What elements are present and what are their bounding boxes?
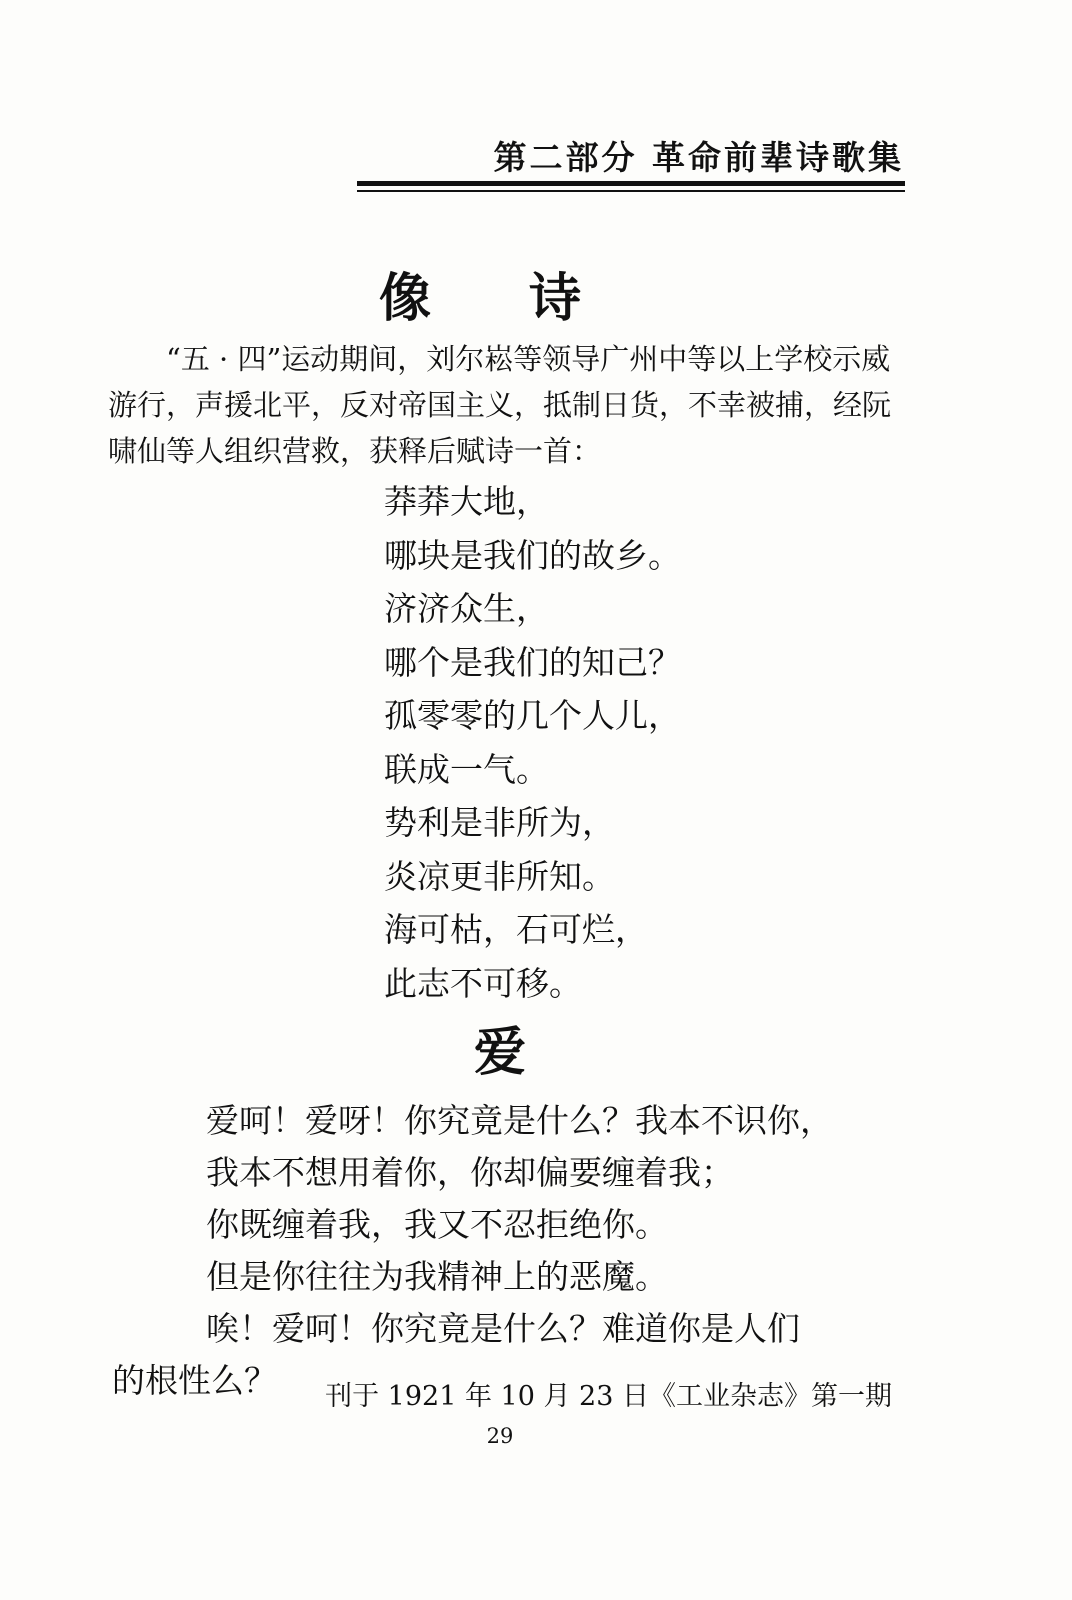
poem-1-title: 像 诗 — [378, 268, 622, 329]
poem-line: 哪个是我们的知己？ — [384, 642, 681, 682]
prose-line: 唉！爱呵！你究竟是什么？难道你是人们 — [206, 1309, 800, 1348]
poem-line: 哪块是我们的故乡。 — [384, 535, 681, 575]
prose-line: 爱呵！爱呀！你究竟是什么？我本不识你， — [206, 1101, 833, 1140]
page-number: 29 — [486, 1424, 514, 1448]
poem-line: 炎凉更非所知。 — [384, 856, 615, 896]
poem-1-intro — [108, 336, 903, 474]
poem-line: 济济众生， — [384, 589, 549, 628]
poem-2-title: 爱 — [473, 1022, 526, 1083]
poem-line: 联成一气。 — [384, 749, 549, 789]
header-rule-thin — [357, 190, 905, 192]
running-head: 第二部分 革命前辈诗歌集 — [493, 138, 904, 177]
poem-line: 势利是非所为， — [384, 803, 615, 842]
poem-line: 此志不可移。 — [384, 963, 582, 1003]
prose-line: 你既缠着我，我又不忍拒绝你。 — [206, 1205, 668, 1244]
poem-line: 孤零零的几个人儿， — [384, 696, 681, 735]
source-note: 刊于 1921 年 10 月 23 日《工业杂志》第一期 — [325, 1381, 892, 1412]
prose-line: 但是你往往为我精神上的恶魔。 — [206, 1257, 668, 1296]
intro-paragraph: “五 · 四”运动期间，刘尔崧等领导广州中等以上学校示威游行，声援北平，反对帝国主义，抵制日货，不幸被捕，经阮啸仙等人组织营救，获释后赋诗一首： — [108, 342, 892, 468]
poem-2-body — [112, 1095, 902, 1407]
poem-1-body — [384, 475, 681, 1010]
poem-line: 海可枯，石可烂， — [384, 910, 648, 949]
prose-line: 的根性么？ — [112, 1361, 277, 1400]
header-rule-thick — [357, 181, 905, 186]
prose-line: 我本不想用着你，你却偏要缠着我； — [206, 1153, 734, 1192]
poem-line: 莽莽大地， — [384, 482, 549, 521]
